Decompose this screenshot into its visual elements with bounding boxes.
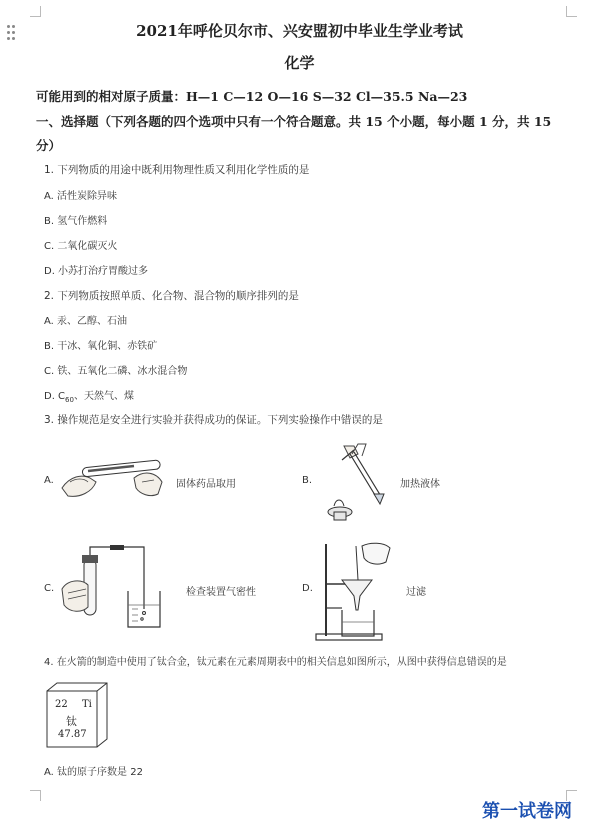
exam-title: 2021年呼伦贝尔市、兴安盟初中毕业生学业考试 [136, 22, 463, 40]
section-heading-cont: 分） [36, 138, 62, 153]
test-tube-solid-illustration [58, 448, 166, 510]
atomic-mass: 47.87 [58, 729, 87, 740]
q2-option-b: B. 干冰、氧化铜、赤铁矿 [44, 341, 158, 352]
q3-option-c-label: 检查装置气密性 [186, 587, 256, 598]
filtration-illustration [312, 540, 396, 644]
q2-option-c: C. 铁、五氧化二磷、冰水混合物 [44, 366, 188, 377]
site-watermark: 第一试卷网 [482, 801, 572, 822]
subject-title: 化学 [284, 54, 315, 72]
q3-option-b-label: 加热液体 [400, 479, 440, 490]
page-corner-bottom-left [30, 790, 41, 801]
q3-option-d-letter: D. [302, 583, 313, 594]
question-2: 2. 下列物质按照单质、化合物、混合物的顺序排列的是 [44, 290, 299, 302]
q4-option-a: A. 钛的原子序数是 22 [44, 767, 143, 778]
q2-option-a: A. 汞、乙醇、石油 [44, 316, 128, 327]
airtightness-check-illustration [58, 545, 176, 631]
question-3: 3. 操作规范是安全进行实验并获得成功的保证。下列实验操作中错误的是 [44, 414, 383, 426]
section-heading: 一、选择题（下列各题的四个选项中只有一个符合题意。共 15 个小题，每小题 1 分，共 15 [36, 114, 552, 129]
q1-option-b: B. 氢气作燃料 [44, 216, 108, 227]
heating-liquid-illustration [314, 440, 390, 524]
q1-option-a: A. 活性炭除异味 [44, 191, 118, 202]
page-corner-top-right [566, 6, 577, 17]
q3-option-a-letter: A. [44, 475, 54, 486]
atomic-masses: 可能用到的相对原子质量：H—1 C—12 O—16 S—32 Cl—35.5 Na—23 [36, 89, 468, 104]
q3-option-a-label: 固体药品取用 [176, 479, 236, 490]
q3-option-b-letter: B. [302, 475, 313, 486]
element-name: 钛 [66, 715, 77, 728]
page-corner-top-left [30, 6, 41, 17]
question-1: 1. 下列物质的用途中既利用物理性质又利用化学性质的是 [44, 164, 310, 176]
q1-option-d: D. 小苏打治疗胃酸过多 [44, 266, 149, 277]
periodic-element-card [46, 682, 108, 748]
q1-option-c: C. 二氧化碳灭火 [44, 241, 118, 252]
q3-option-d-label: 过滤 [406, 587, 426, 598]
question-4: 4. 在火箭的制造中使用了钛合金，钛元素在元素周期表中的相关信息如图所示，从图中获得信息错误的是 [44, 657, 507, 668]
element-symbol: Ti [82, 699, 92, 710]
q3-option-c-letter: C. [44, 583, 55, 594]
atomic-number: 22 [55, 699, 68, 710]
q2-option-d: D. $C_{60}$、天然气、煤 [44, 391, 134, 404]
